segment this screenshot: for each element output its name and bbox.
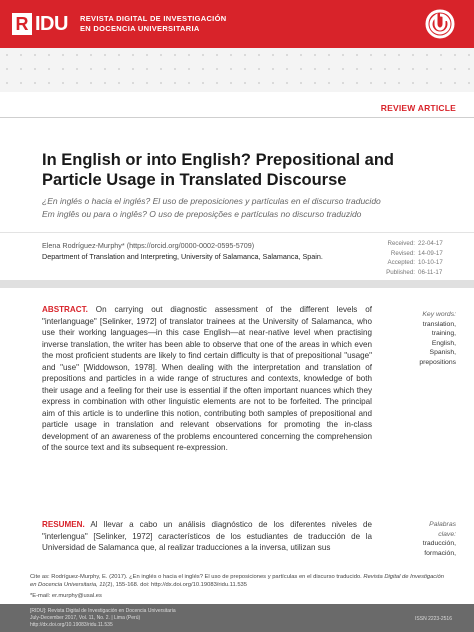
- palabra-item: formación,: [424, 549, 456, 557]
- date-received: Received: 22-04-17: [387, 240, 443, 247]
- footer-issn: ISSN 2223-2516: [415, 616, 452, 622]
- logo-wordmark: IDU: [35, 13, 68, 35]
- abstract-heading: ABSTRACT.: [42, 305, 88, 314]
- keyword-item: English,: [431, 339, 456, 347]
- footer-doi-link[interactable]: http://dx.doi.org/10.19083/ridu.11.535: [30, 622, 113, 628]
- date-published: Published: 06-11-17: [386, 268, 443, 276]
- date-revised: Revised: 14-09-17: [390, 249, 443, 257]
- article-type-label: REVIEW ARTICLE: [380, 103, 456, 113]
- citation-doi[interactable]: (2), 155-168. doi: http://dx.doi.org/10.19083/ridu.11.535: [105, 582, 247, 588]
- journal-header: [0, 0, 474, 48]
- resumen-heading: RESUMEN.: [42, 520, 85, 529]
- article-title: In English or into English? Prepositional and Particle Usage in Translated Discourse: [42, 151, 395, 189]
- author-email[interactable]: *E-mail: er.murphy@usal.es: [30, 593, 102, 599]
- ridu-logo: [12, 13, 68, 35]
- publication-dates: [384, 239, 454, 277]
- author-affiliation: Department of Translation and Interpreting, University of Salamanca, Salamanca, Spain.: [42, 252, 323, 261]
- title-spanish: ¿En inglés o hacia el inglés? El uso de preposiciones y partículas en el discurso traducido: [42, 196, 381, 206]
- resumen-paragraph: [42, 519, 372, 554]
- journal-name: REVISTA DIGITAL DE INVESTIGACIÓN EN DOCENCIA UNIVERSITARIA: [80, 14, 227, 33]
- date-accepted: Accepted: 10-10-17: [387, 259, 443, 266]
- alternate-titles: [42, 195, 442, 221]
- decorative-pattern-band: [0, 48, 474, 92]
- citation-journal: Revista Digital de Investigación en Docencia Universitaria, 11: [30, 574, 444, 588]
- citation: Cite as: Rodríguez-Murphy, E. (2017). ¿En inglés o hacia el inglés? El uso de preposiciones y partículas en el discurso traducido. Revista Digital de Investigación en Docencia Universitaria, 11(2), 155-168. doi: http://dx.doi.org/10.19083/ridu.11.535: [30, 574, 444, 588]
- title-portuguese: Em inglês ou para o inglês? O uso de preposições e partículas no discurso traduzido: [42, 209, 362, 219]
- palabra-item: traducción,: [422, 540, 456, 547]
- keyword-item: training,: [431, 330, 456, 337]
- keywords-box: [384, 310, 456, 367]
- keyword-item: translation,: [422, 320, 456, 328]
- keywords-heading: Key words:: [422, 311, 456, 318]
- author-line[interactable]: Elena Rodríguez-Murphy* (https://orcid.org/0000-0002-0595-5709): [42, 241, 255, 250]
- logo-r-mark: R: [12, 13, 32, 35]
- keyword-item: prepositions: [419, 358, 456, 366]
- abstract-text: On carrying out diagnostic assessment of the different levels of "interlanguage" [Selinker, 1972] of translator trainees at the University of Salamanca, who use their working languages—in this case English—at near-native level when practising inverse translation, the writer has been able to observe that one of the areas in which even the most proficient students are likely to find certain difficulty is that of prepositional "usage" and "use" [Widdowson, 1978]. When dealing with the interpretation and translation of prepositions and particles in a wide range of structures and contexts, knowledge of both their usage and a feeling for their use is essential if the often important nuances which they express in combination with other linguistic elements are not to be forfeited. The principal aim of this article is to underline this notion, contributing both samples of prepositional and particle usage in translation and relevant observations for promoting the in-class development of an awareness of the problems encountered concerning the comprehension of the source text and its subsequent re-expression.: [42, 305, 372, 452]
- keyword-item: Spanish,: [429, 349, 456, 356]
- abstract-paragraph: [42, 304, 372, 454]
- divider: [0, 117, 474, 118]
- footer-journal-info: [RIDU]: Revista Digital de Investigación en Docencia Universitaria July-December 2017, Vol. 11, No. 2. | Lima (Perú) http://dx.doi.org/10.19083/ridu.11.535: [30, 608, 290, 629]
- palabras-heading: Palabras: [429, 521, 456, 528]
- resumen-text: Al llevar a cabo un análisis diagnóstico de los diferentes niveles de "interlengua" [Selinker, 1972] característicos de los estudiantes de traducción de la Universidad de Salamanca que, al realizar traducciones a la inversa, utilizan sus: [42, 520, 372, 552]
- section-separator-band: [0, 280, 474, 288]
- university-emblem-icon: [424, 9, 456, 39]
- palabras-clave-box: [384, 520, 456, 558]
- palabras-heading-2: clave:: [438, 530, 456, 538]
